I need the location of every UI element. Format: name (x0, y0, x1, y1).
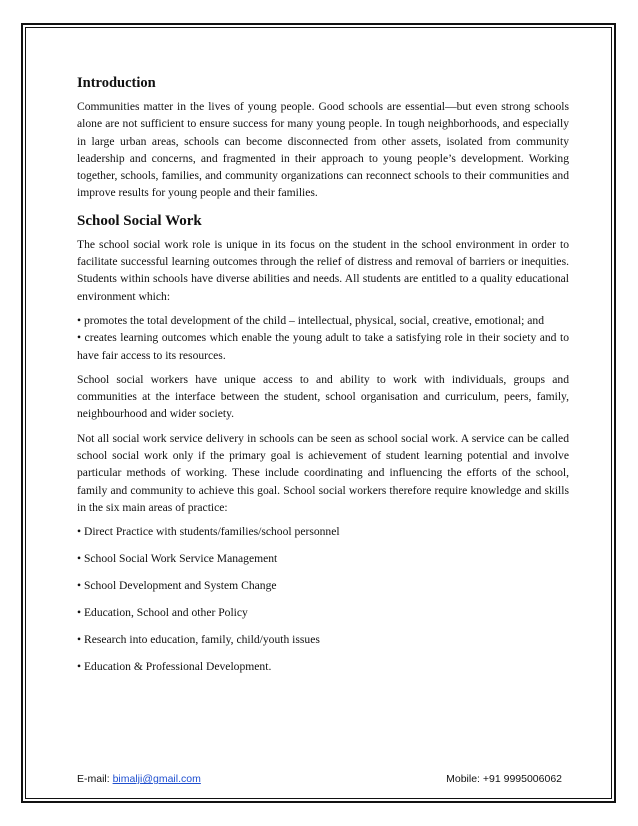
entitlement-bullets (77, 312, 569, 364)
practice-area-item: • School Development and System Change (77, 579, 277, 593)
practice-area-item: • School Social Work Service Management (77, 552, 278, 566)
footer-email (77, 773, 201, 785)
intro-heading: Introduction (77, 75, 156, 91)
practice-area-item: • Education & Professional Development. (77, 659, 272, 673)
practice-areas-list (77, 523, 569, 675)
ssw-paragraph-2: School social workers have unique access to and ability to work with individuals, groups and communities at the interface between the student, school organisation and curriculum, peers, family, neighbourhood and wider society. (77, 372, 569, 421)
practice-area-item: • Education, School and other Policy (77, 605, 248, 619)
practice-area-item: • Direct Practice with students/families/school personnel (77, 525, 340, 539)
entitlement-bullet-1: • promotes the total development of the child – intellectual, physical, social, creative, emotional; and (77, 313, 545, 327)
ssw-paragraph-3: Not all social work service delivery in schools can be seen as school social work. A service can be called school social work only if the primary goal is achievement of student learning potential and involve particular methods of working. These include coordinating and influencing the efforts of the school, family and community to achieve this goal. School social workers therefore require knowledge and skills in the six main areas of practice: (77, 431, 569, 514)
practice-area-item: • Research into education, family, child/youth issues (77, 632, 320, 646)
page-footer (77, 773, 562, 785)
ssw-heading: School Social Work (77, 212, 202, 229)
document-body (77, 74, 569, 685)
ssw-paragraph-1: The school social work role is unique in its focus on the student in the school environment in order to facilitate successful learning outcomes through the relief of distress and removal of barriers or inequities. Students within schools have diverse abilities and needs. All students are entitled to a quality educational environment which: (77, 237, 569, 303)
footer-mobile: Mobile: +91 9995006062 (446, 773, 562, 785)
intro-paragraph: Communities matter in the lives of young people. Good schools are essential—but even strong schools alone are not sufficient to ensure success for many young people. In tough neighborhoods, and especially in large urban areas, schools can become disconnected from other assets, isolated from community leadership and concerns, and fragmented in their approach to young people’s development. Working together, schools, families, and community organizations can reconnect schools to their communities and improve results for young people and their families. (77, 100, 569, 200)
email-link[interactable]: bimalji@gmail.com (112, 773, 201, 785)
entitlement-bullet-2: • creates learning outcomes which enable the young adult to take a satisfying role in their society and to have fair access to its resources. (77, 331, 569, 362)
email-label: E-mail: (77, 773, 113, 785)
